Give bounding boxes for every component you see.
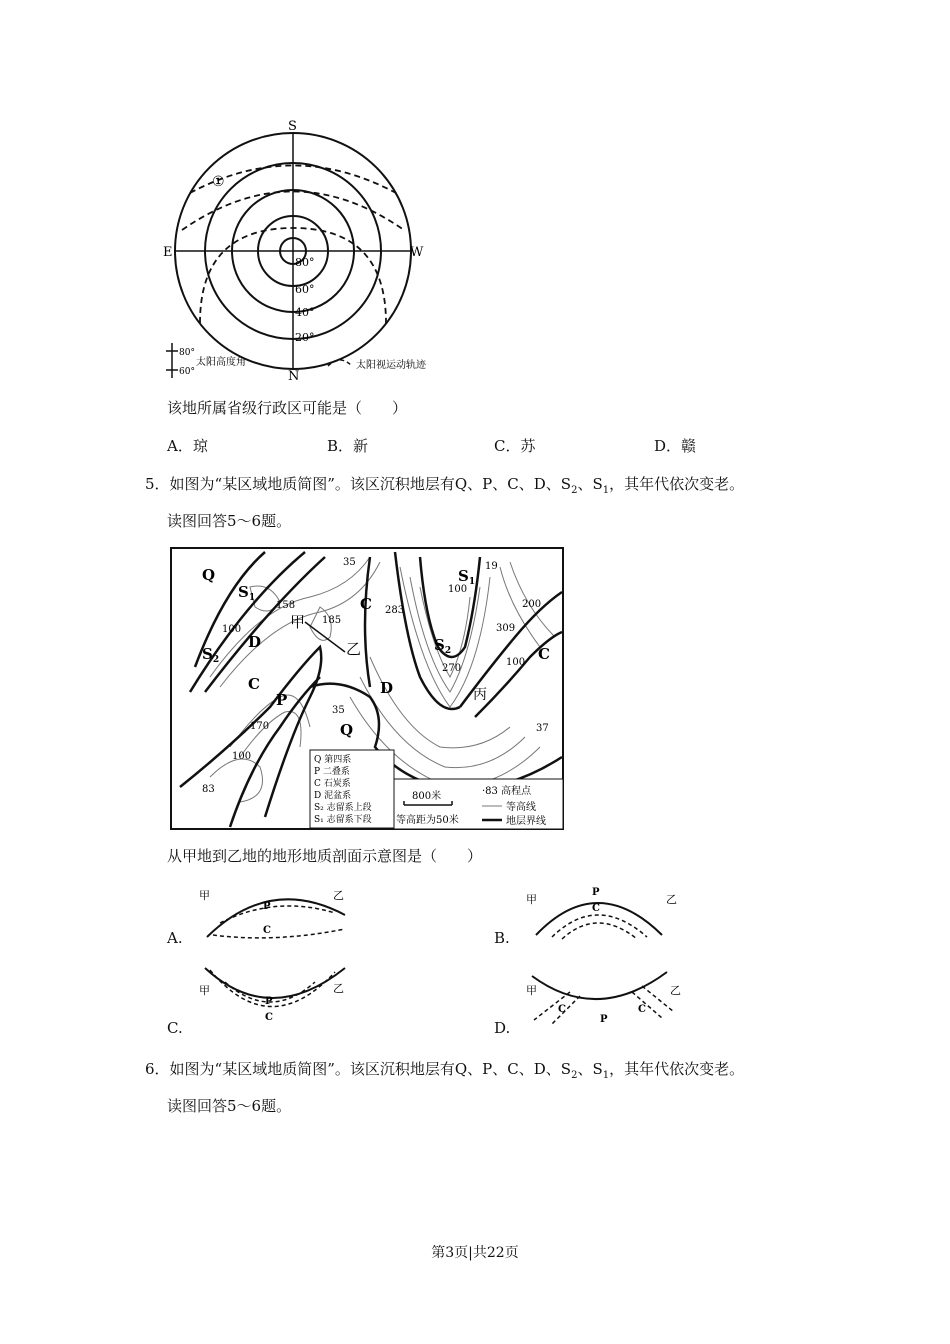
label-q-center: Q bbox=[340, 721, 354, 739]
direction-n: N bbox=[288, 369, 300, 384]
label-c-right: C bbox=[538, 645, 550, 663]
q4-option-d[interactable]: D．赣 bbox=[654, 437, 697, 455]
elev-170: 170 bbox=[250, 721, 270, 732]
altitude-60: 60° bbox=[295, 283, 315, 296]
altitude-20: 20° bbox=[295, 331, 315, 344]
q4-stem: 该地所属省级行政区可能是（ ） bbox=[167, 399, 408, 417]
elev-37: 37 bbox=[536, 723, 549, 734]
legend-tick-80: 80° bbox=[179, 348, 195, 358]
label-jia: 甲 bbox=[290, 613, 306, 631]
elev-100-left: 100 bbox=[232, 751, 252, 762]
q4-option-b[interactable]: B．新 bbox=[327, 437, 369, 455]
svg-text:甲: 甲 bbox=[526, 984, 537, 997]
scale-label: 800米 bbox=[412, 791, 442, 802]
elev-19: 19 bbox=[485, 561, 498, 572]
label-p: P bbox=[276, 691, 288, 709]
svg-text:P: P bbox=[265, 996, 273, 1007]
elev-100-right: 100 bbox=[448, 584, 468, 595]
label-c-left: C bbox=[248, 675, 260, 693]
profile-c bbox=[195, 962, 355, 1028]
q5-intro-line2: 读图回答5～6题。 bbox=[167, 512, 292, 530]
svg-text:乙: 乙 bbox=[666, 893, 677, 906]
legend-s1: S₁ 志留系下段 bbox=[314, 815, 372, 825]
interval-label: 等高距为50米 bbox=[396, 815, 459, 826]
svg-text:P: P bbox=[600, 1014, 608, 1025]
elev-158: 158 bbox=[276, 600, 296, 611]
profile-d bbox=[522, 962, 692, 1028]
legend-boundary: 地层界线 bbox=[506, 816, 546, 827]
svg-text:乙: 乙 bbox=[333, 889, 344, 902]
svg-text:C: C bbox=[592, 903, 600, 914]
label-bing: 丙 bbox=[473, 687, 487, 703]
label-q: Q bbox=[202, 566, 216, 584]
q4-option-c[interactable]: C．苏 bbox=[494, 437, 536, 455]
legend-path-label: 太阳视运动轨迹 bbox=[356, 360, 426, 371]
altitude-80: 80° bbox=[295, 256, 315, 269]
direction-s: S bbox=[288, 119, 297, 134]
svg-text:C: C bbox=[265, 1012, 273, 1023]
legend-altitude-label: 太阳高度角 bbox=[196, 357, 246, 368]
elev-270: 270 bbox=[442, 663, 462, 674]
label-d-mid: D bbox=[380, 679, 394, 697]
legend-d: D 泥盆系 bbox=[314, 791, 352, 801]
label-s1-right: $S_1$ bbox=[458, 567, 476, 587]
q6-intro: 6．如图为“某区域地质简图”。该区沉积地层有Q、P、C、D、$S_2$、$S_1$，其年代依次变老。 bbox=[145, 1060, 745, 1081]
svg-text:C: C bbox=[263, 925, 271, 936]
q5-option-c[interactable]: C. bbox=[167, 1019, 183, 1037]
svg-text:C: C bbox=[638, 1004, 646, 1015]
label-yi: 乙 bbox=[346, 640, 362, 658]
elev-309: 309 bbox=[496, 623, 516, 634]
legend-elev-point: ·83 高程点 bbox=[482, 786, 532, 797]
legend-p: P 二叠系 bbox=[314, 767, 350, 777]
legend-s2: S₂ 志留系上段 bbox=[314, 803, 372, 813]
label-s2-right: $S_2$ bbox=[434, 636, 452, 656]
legend-tick-60: 60° bbox=[179, 367, 195, 377]
q5-option-d[interactable]: D. bbox=[494, 1019, 511, 1037]
svg-text:甲: 甲 bbox=[199, 889, 210, 902]
q5-option-b[interactable]: B. bbox=[494, 929, 510, 947]
label-s2-left: $S_2$ bbox=[202, 645, 220, 665]
profile-b bbox=[522, 883, 682, 945]
elev-185: 185 bbox=[322, 615, 342, 626]
svg-text:甲: 甲 bbox=[199, 984, 210, 997]
q4-option-a[interactable]: A．琼 bbox=[167, 437, 208, 455]
svg-text:P: P bbox=[592, 887, 600, 898]
marker-circle-one: ① bbox=[212, 174, 225, 190]
direction-e: E bbox=[163, 245, 173, 260]
svg-text:P: P bbox=[263, 901, 271, 912]
direction-w: W bbox=[410, 245, 424, 260]
elev-200: 200 bbox=[522, 599, 542, 610]
q5-option-a[interactable]: A. bbox=[167, 929, 183, 947]
svg-text:乙: 乙 bbox=[670, 984, 681, 997]
q5-stem: 从甲地到乙地的地形地质剖面示意图是（ ） bbox=[167, 847, 483, 865]
q5-intro: 5．如图为“某区域地质简图”。该区沉积地层有Q、P、C、D、$S_2$、$S_1$，其年代依次变老。 bbox=[145, 475, 745, 496]
legend-contour: 等高线 bbox=[506, 802, 536, 813]
page-footer: 第3页|共22页 bbox=[431, 1245, 519, 1261]
label-c-mid: C bbox=[360, 595, 372, 613]
q6-intro-line2: 读图回答5～6题。 bbox=[167, 1097, 292, 1115]
svg-text:甲: 甲 bbox=[526, 893, 537, 906]
profile-a bbox=[195, 885, 355, 947]
legend-c: C 石炭系 bbox=[314, 779, 351, 789]
sun-path-diagram bbox=[160, 118, 450, 386]
elev-100-east: 100 bbox=[506, 657, 526, 668]
elev-100-top: 100 bbox=[222, 624, 242, 635]
elev-35-top: 35 bbox=[343, 557, 356, 568]
altitude-40: 40° bbox=[295, 306, 315, 319]
geological-map bbox=[170, 547, 565, 832]
elev-283: 283 bbox=[385, 605, 405, 616]
elev-83: 83 bbox=[202, 784, 215, 795]
legend-q: Q 第四系 bbox=[314, 755, 352, 765]
label-d-left: D bbox=[248, 633, 262, 651]
svg-text:乙: 乙 bbox=[333, 982, 344, 995]
svg-text:C: C bbox=[558, 1004, 566, 1015]
elev-35-mid: 35 bbox=[332, 705, 345, 716]
label-s1-left: $S_1$ bbox=[238, 583, 256, 603]
